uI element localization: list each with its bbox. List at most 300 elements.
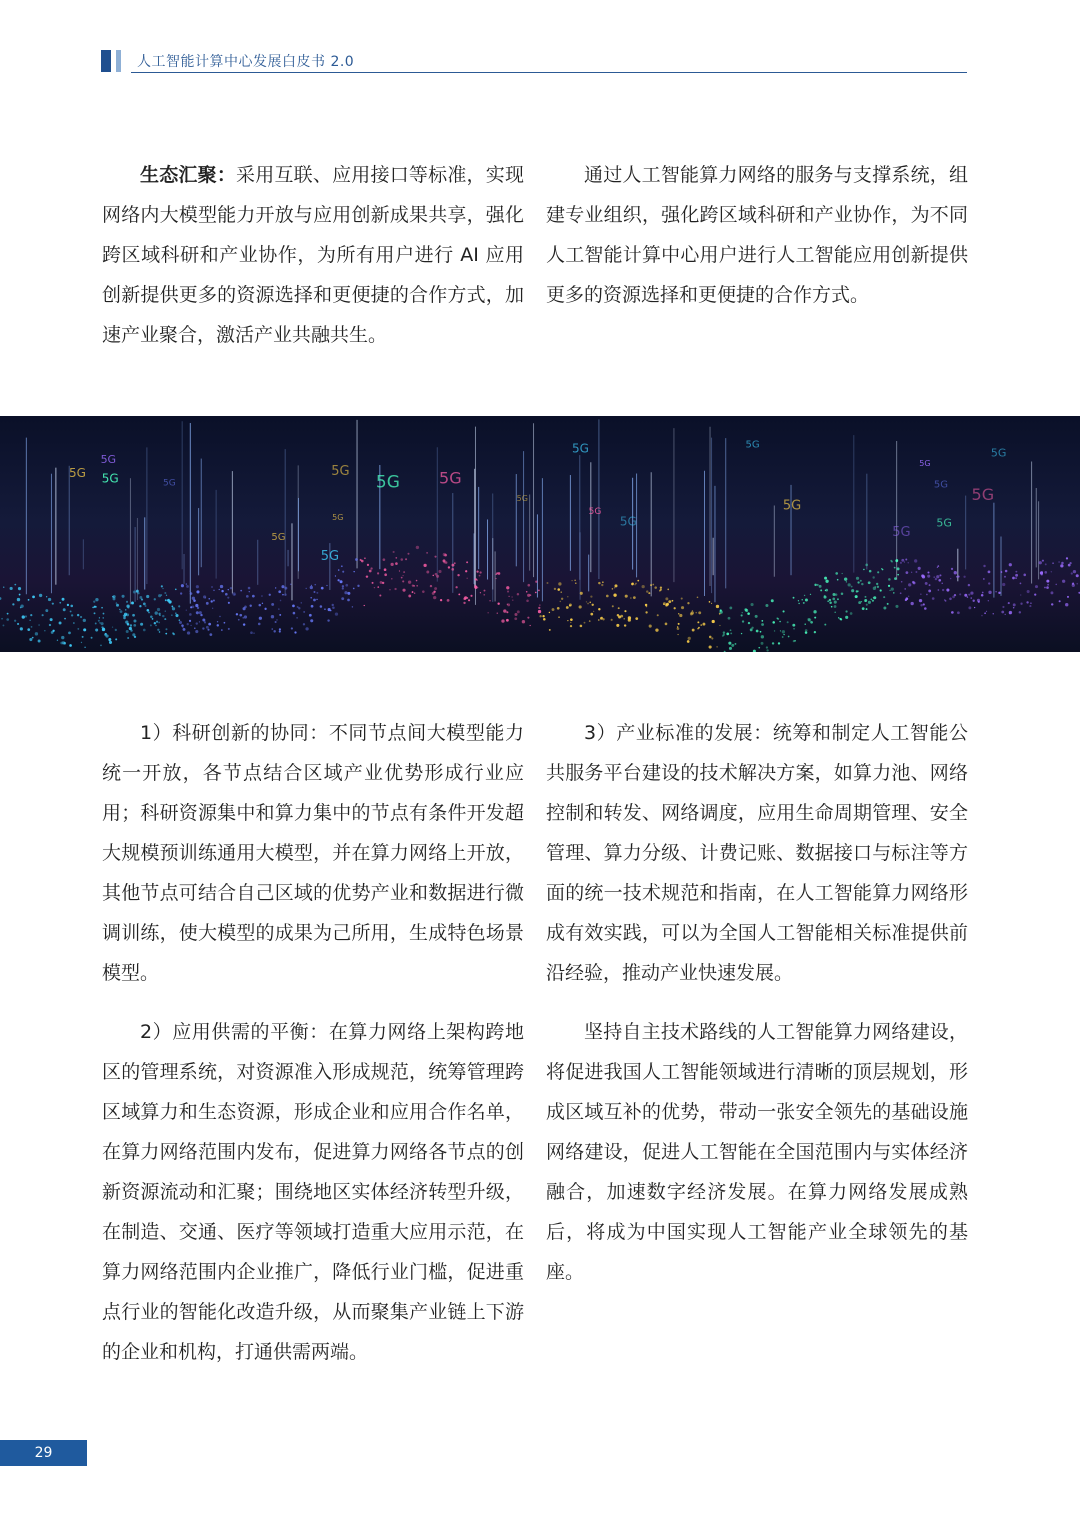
wave-particle	[569, 604, 572, 607]
wave-particle	[842, 573, 843, 574]
wave-particle	[402, 575, 403, 576]
wave-particle	[196, 611, 199, 614]
wave-particle	[310, 597, 312, 599]
wave-particle	[342, 571, 344, 573]
wave-particle	[908, 583, 911, 586]
wave-particle	[12, 603, 14, 605]
wave-particle	[925, 582, 928, 585]
wave-particle	[758, 647, 760, 649]
wave-particle	[379, 595, 381, 597]
wave-particle	[942, 589, 944, 591]
wave-particle	[933, 576, 935, 578]
paragraph-text: 通过人工智能算力网络的服务与支撑系统，组建专业组织，强化跨区域科研和产业协作，为不同人工智能计算中心用户进行人工智能应用创新提供更多的资源选择和更便捷的合作方式。	[546, 164, 968, 306]
wave-particle	[825, 580, 828, 583]
wave-particle	[213, 590, 214, 591]
wave-particle	[1034, 593, 1036, 595]
wave-particle	[984, 612, 986, 614]
wave-particle	[1076, 583, 1078, 585]
wave-particle	[665, 597, 668, 600]
wave-particle	[234, 594, 235, 595]
wave-particle	[539, 615, 541, 617]
wave-particle	[805, 631, 808, 634]
wave-particle	[645, 604, 647, 606]
wave-particle	[956, 576, 958, 578]
wave-particle	[611, 619, 613, 621]
wave-particle	[294, 631, 296, 633]
paragraph-ecosystem	[102, 155, 524, 355]
wave-particle	[645, 611, 647, 613]
wave-particle	[422, 590, 425, 593]
banner-5g-label: 5G	[439, 468, 462, 488]
paragraph-lead: 生态汇聚：	[140, 164, 237, 186]
wave-particle	[889, 590, 890, 591]
wave-particle	[845, 616, 848, 619]
banner-5g-label: 5G	[516, 494, 528, 504]
wave-particle	[861, 601, 862, 602]
wave-particle	[42, 614, 44, 616]
wave-particle	[1015, 577, 1016, 578]
wave-particle	[870, 598, 872, 600]
wave-particle	[761, 642, 764, 645]
wave-particle	[937, 567, 938, 568]
wave-particle	[1061, 562, 1064, 565]
wave-particle	[162, 588, 163, 589]
wave-particle	[681, 597, 683, 599]
wave-particle	[728, 617, 731, 620]
wave-particle	[825, 590, 826, 591]
wave-particle	[646, 590, 648, 592]
wave-particle	[423, 564, 426, 567]
wave-particle	[104, 633, 107, 636]
wave-particle	[972, 600, 974, 602]
wave-particle	[744, 608, 747, 611]
wave-particle	[1000, 571, 1002, 573]
wave-particle	[1072, 584, 1075, 587]
wave-particle	[855, 595, 858, 598]
wave-particle	[271, 603, 274, 606]
wave-particle	[364, 558, 365, 559]
wave-particle	[1066, 557, 1068, 559]
wave-particle	[869, 570, 872, 573]
wave-particle	[1035, 585, 1038, 588]
wave-particle	[165, 610, 166, 611]
wave-particle	[927, 571, 929, 573]
wave-particle	[1015, 574, 1018, 577]
wave-particle	[484, 590, 486, 592]
wave-particle	[755, 615, 758, 618]
wave-particle	[771, 599, 774, 602]
wave-particle	[1044, 587, 1046, 589]
wave-particle	[880, 589, 882, 591]
wave-particle	[901, 559, 904, 562]
wave-particle	[841, 593, 844, 596]
wave-particle	[18, 587, 21, 590]
wave-particle	[98, 620, 100, 622]
wave-particle	[959, 593, 961, 595]
banner-5g-label: 5G	[782, 498, 802, 514]
wave-particle	[730, 629, 732, 631]
wave-particle	[712, 620, 715, 623]
wave-particle	[868, 601, 871, 604]
wave-particle	[873, 597, 874, 598]
wave-particle	[261, 595, 263, 597]
wave-particle	[650, 584, 652, 586]
wave-particle	[407, 553, 409, 555]
wave-particle	[468, 599, 470, 601]
banner-5g-label: 5G	[892, 525, 911, 541]
wave-particle	[935, 578, 937, 580]
wave-particle	[998, 592, 1000, 594]
wave-particle	[964, 594, 967, 597]
wave-particle	[220, 585, 223, 588]
wave-particle	[719, 625, 720, 626]
wave-particle	[691, 611, 694, 614]
wave-particle	[508, 596, 509, 597]
wave-particle	[158, 594, 161, 597]
wave-particle	[309, 614, 312, 617]
wave-particle	[624, 618, 625, 619]
wave-particle	[412, 585, 414, 587]
wave-particle	[146, 595, 149, 598]
wave-particle	[130, 624, 132, 626]
wave-particle	[810, 621, 813, 624]
wave-particle	[244, 615, 247, 618]
wave-particle	[497, 603, 499, 605]
wave-particle	[175, 612, 177, 614]
wave-particle	[67, 604, 69, 606]
wave-particle	[983, 578, 985, 580]
wave-particle	[77, 614, 79, 616]
wave-particle	[259, 604, 262, 607]
banner-5g-label: 5G	[100, 452, 117, 466]
wave-particle	[347, 599, 350, 602]
wave-particle	[64, 618, 66, 620]
wave-particle	[345, 584, 348, 587]
wave-particle	[561, 598, 563, 600]
wave-particle	[919, 599, 922, 602]
banner-5g-label: 5G	[936, 516, 952, 530]
wave-particle	[342, 587, 344, 589]
wave-particle	[660, 589, 662, 591]
wave-particle	[829, 599, 831, 601]
wave-particle	[993, 613, 994, 614]
wave-particle	[1058, 561, 1059, 562]
wave-particle	[526, 599, 529, 602]
wave-particle	[340, 580, 343, 583]
wave-particle	[416, 580, 418, 582]
wave-particle	[109, 641, 112, 644]
wave-particle	[70, 605, 73, 608]
wave-particle	[221, 590, 223, 592]
wave-particle	[782, 630, 785, 633]
wave-particle	[900, 592, 902, 594]
wave-particle	[988, 570, 991, 573]
wave-particle	[697, 596, 699, 598]
wave-particle	[939, 574, 941, 576]
wave-particle	[590, 613, 593, 616]
wave-particle	[558, 582, 561, 585]
wave-particle	[612, 588, 614, 590]
wave-particle	[1059, 600, 1061, 602]
wave-particle	[1045, 563, 1047, 565]
wave-particle	[613, 593, 616, 596]
wave-particle	[372, 582, 374, 584]
wave-particle	[313, 599, 316, 602]
wave-particle	[1029, 605, 1031, 607]
wave-particle	[617, 614, 619, 616]
wave-particle	[893, 592, 894, 593]
wave-particle	[370, 567, 372, 569]
wave-particle	[954, 571, 957, 574]
wave-particle	[729, 647, 732, 650]
wave-particle	[506, 619, 509, 622]
wave-particle	[156, 621, 158, 623]
wave-particle	[506, 611, 508, 613]
wave-particle	[618, 607, 620, 609]
wave-particle	[535, 581, 537, 583]
wave-particle	[17, 598, 20, 601]
paragraph-service-system	[546, 155, 968, 315]
wave-particle	[440, 599, 442, 601]
wave-particle	[927, 575, 930, 578]
wave-particle	[741, 614, 743, 616]
wave-particle	[857, 581, 859, 583]
wave-particle	[426, 571, 429, 574]
wave-particle	[14, 620, 16, 622]
wave-particle	[688, 637, 691, 640]
wave-particle	[3, 625, 5, 627]
wave-particle	[938, 565, 940, 567]
wave-particle	[804, 595, 805, 596]
wave-particle	[829, 601, 832, 604]
wave-particle	[95, 629, 98, 632]
wave-particle	[1073, 570, 1076, 573]
wave-particle	[20, 627, 23, 630]
wave-particle	[678, 623, 680, 625]
wave-particle	[199, 611, 202, 614]
wave-particle	[558, 616, 560, 618]
wave-particle	[571, 580, 572, 581]
wave-particle	[172, 607, 175, 610]
wave-particle	[923, 603, 925, 605]
wave-particle	[501, 619, 504, 622]
wave-particle	[22, 615, 25, 618]
wave-particle	[165, 628, 167, 630]
wave-particle	[776, 617, 778, 619]
wave-particle	[741, 633, 742, 634]
wave-particle	[39, 594, 42, 597]
wave-particle	[154, 598, 156, 600]
wave-particle	[155, 611, 158, 614]
wave-particle	[488, 612, 489, 613]
wave-particle	[949, 598, 952, 601]
wave-particle	[803, 602, 805, 604]
wave-particle	[589, 602, 591, 604]
wave-particle	[877, 586, 879, 588]
wave-particle	[837, 579, 839, 581]
wave-particle	[932, 597, 935, 600]
paragraph-text: 3）产业标准的发展：统筹和制定人工智能公共服务平台建设的技术解决方案，如算力池、网络控制和转发、网络调度，应用生命周期管理、安全管理、算力分级、计费记账、数据接口与标注等方面的统一技术规范和指南，在人工智能算力网络形成有效实践，可以为全国人工智能相关标准提供前沿经验，推动产业快速发展。	[546, 722, 968, 984]
wave-particle	[1047, 584, 1049, 586]
wave-particle	[38, 624, 39, 625]
wave-particle	[906, 571, 909, 574]
wave-particle	[897, 574, 899, 576]
wave-particle	[395, 557, 397, 559]
wave-particle	[848, 583, 851, 586]
wave-particle	[570, 625, 572, 627]
wave-particle	[116, 602, 117, 603]
wave-particle	[782, 636, 784, 638]
wave-particle	[206, 602, 209, 605]
wave-particle	[408, 580, 411, 583]
wave-particle	[663, 602, 666, 605]
wave-particle	[403, 571, 405, 573]
wave-particle	[49, 624, 51, 626]
wave-particle	[1020, 594, 1021, 595]
wave-particle	[115, 629, 117, 631]
wave-particle	[527, 584, 530, 587]
wave-particle	[877, 571, 879, 573]
wave-particle	[136, 591, 138, 593]
wave-particle	[143, 629, 146, 632]
wave-particle	[213, 599, 215, 601]
wave-particle	[483, 594, 485, 596]
wave-particle	[968, 606, 971, 609]
wave-particle	[32, 637, 34, 639]
wave-particle	[894, 567, 896, 569]
wave-particle	[82, 636, 84, 638]
wave-particle	[529, 625, 530, 626]
wave-particle	[570, 618, 573, 621]
banner-5g-label: 5G	[933, 479, 948, 491]
wave-particle	[1026, 601, 1028, 603]
wave-particle	[942, 583, 943, 584]
wave-particle	[253, 632, 254, 633]
banner-5g-label: 5G	[619, 514, 637, 529]
wave-particle	[1044, 571, 1047, 574]
wave-particle	[186, 585, 189, 588]
wave-particle	[133, 619, 136, 622]
wave-particle	[620, 615, 623, 618]
running-header-title: 人工智能计算中心发展白皮书 2.0	[137, 54, 355, 70]
wave-particle	[819, 585, 822, 588]
wave-particle	[38, 640, 41, 643]
wave-particle	[119, 609, 120, 610]
wave-particle	[303, 611, 305, 613]
wave-particle	[337, 579, 339, 581]
wave-particle	[377, 572, 379, 574]
wave-particle	[195, 630, 198, 633]
wave-particle	[1051, 571, 1052, 572]
wave-particle	[342, 585, 344, 587]
wave-particle	[95, 598, 98, 601]
wave-particle	[1065, 603, 1068, 606]
wave-particle	[904, 561, 905, 562]
wave-particle	[208, 598, 210, 600]
wave-particle	[199, 621, 200, 622]
wave-particle	[748, 622, 750, 624]
wave-particle	[116, 604, 119, 607]
wave-particle	[399, 570, 400, 571]
wave-particle	[678, 613, 679, 614]
wave-particle	[557, 588, 560, 591]
wave-particle	[506, 586, 509, 589]
wave-particle	[80, 616, 82, 618]
wave-particle	[73, 622, 75, 624]
wave-particle	[924, 607, 927, 610]
banner-5g-label: 5G	[745, 439, 760, 451]
wave-particle	[102, 628, 105, 631]
wave-particle	[416, 585, 418, 587]
wave-particle	[221, 629, 223, 631]
wave-particle	[281, 585, 284, 588]
wave-particle	[284, 593, 287, 596]
wave-particle	[183, 628, 186, 631]
wave-particle	[601, 617, 603, 619]
wave-particle	[341, 565, 343, 567]
wave-particle	[667, 589, 669, 591]
wave-particle	[1008, 602, 1010, 604]
wave-particle	[723, 634, 725, 636]
wave-particle	[1051, 603, 1053, 605]
wave-particle	[1039, 561, 1042, 564]
wave-particle	[448, 566, 450, 568]
wave-particle	[538, 607, 540, 609]
wave-particle	[1071, 572, 1073, 574]
wave-particle	[772, 642, 774, 644]
wave-particle	[145, 605, 147, 607]
wave-particle	[115, 638, 117, 640]
wave-particle	[361, 560, 364, 563]
wave-particle	[1055, 584, 1057, 586]
wave-particle	[954, 594, 956, 596]
wave-particle	[355, 558, 358, 561]
wave-particle	[805, 598, 808, 601]
wave-particle	[697, 628, 699, 630]
wave-particle	[1046, 586, 1049, 589]
wave-particle	[91, 637, 93, 639]
wave-particle	[94, 606, 96, 608]
wave-particle	[171, 614, 172, 615]
wave-particle	[968, 594, 970, 596]
wave-particle	[1041, 573, 1043, 575]
wave-particle	[649, 625, 652, 628]
wave-particle	[1023, 574, 1026, 577]
wave-particle	[908, 562, 909, 563]
wave-particle	[384, 568, 387, 571]
wave-particle	[477, 587, 479, 589]
wave-particle	[165, 633, 167, 635]
wave-particle	[202, 618, 205, 621]
wave-particle	[447, 599, 450, 602]
wave-particle	[814, 584, 816, 586]
wave-particle	[416, 546, 419, 549]
wave-particle	[25, 615, 27, 617]
wave-particle	[624, 610, 626, 612]
wave-particle	[195, 604, 198, 607]
wave-particle	[554, 588, 556, 590]
wave-particle	[1062, 580, 1065, 583]
wave-particle	[271, 628, 273, 630]
wave-particle	[470, 595, 472, 597]
wave-particle	[6, 618, 9, 621]
wave-particle	[83, 628, 86, 631]
wave-particle	[1051, 591, 1054, 594]
wave-particle	[549, 612, 550, 613]
wave-particle	[127, 623, 130, 626]
wave-particle	[778, 642, 780, 644]
wave-particle	[326, 585, 327, 586]
